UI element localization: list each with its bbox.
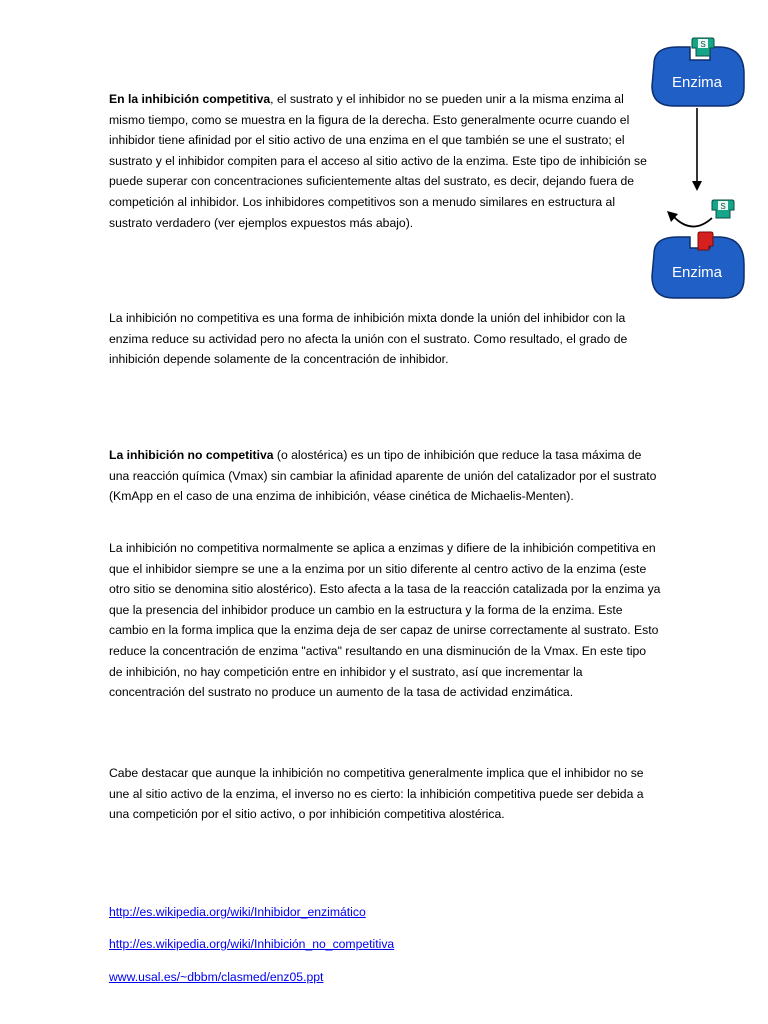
substrate-right: [712, 200, 734, 218]
paragraph-note: [109, 763, 661, 825]
enzyme-bottom-label: Enzima: [671, 264, 723, 281]
paragraph-noncompetitive-inhibition: [109, 445, 661, 507]
paragraph-mixed-inhibition: [109, 308, 661, 370]
enzyme-top-label: Enzima: [671, 74, 723, 91]
paragraph-competitive-inhibition: [109, 89, 661, 233]
down-arrow-icon: [692, 108, 702, 191]
bold-term: La inhibición no competitiva: [109, 448, 274, 462]
substrate-top-label: S: [700, 40, 706, 49]
paragraph-text: , el sustrato y el inhibidor no se pueden unir a la misma enzima al mismo tiempo, como se muestra en la figura de la derecha. Esto generalmente ocurre cuando el inhibidor tiene afinidad por el sitio activo de una enzima en el que también se une el sustrato; el sustrato y el inhibidor compiten para el acceso al sitio activo de la enzima. Este tipo de inhibición se puede superar con concentraciones suficientemente altas del sustrato, es decir, dejando fuera de competición al inhibidor. Los inhibidores competitivos son a menudo similares en estructura al sustrato verdadero (ver ejemplos expuestos más abajo).: [109, 92, 647, 230]
paragraph-text: (o alostérica) es un tipo de inhibición que reduce la tasa máxima de una reacción química (Vmax) sin cambiar la afinidad aparente de unión del catalizador por el sustrato (KmApp en el caso de una enzima de inhibición, véase cinética de Michaelis-Menten).: [109, 448, 657, 504]
link-wikipedia-no-competitiva[interactable]: http://es.wikipedia.org/wiki/Inhibición_no_competitiva: [109, 937, 395, 951]
paragraph-text: La inhibición no competitiva es una forma de inhibición mixta donde la unión del inhibidor con la enzima reduce su actividad pero no afecta la unión con el sustrato. Como resultado, el grado de inhibición depende solamente de la concentración de inhibidor.: [109, 311, 628, 367]
paragraph-text: Cabe destacar que aunque la inhibición no competitiva generalmente implica que el inhibidor no se une al sitio activo de la enzima, el inverso no es cierto: la inhibición competitiva puede ser debida a una competición por el sitio activo, o por inhibición competitiva alostérica.: [109, 766, 644, 822]
paragraph-noncompetitive-detail: [109, 538, 661, 703]
link-wikipedia-inhibidor[interactable]: http://es.wikipedia.org/wiki/Inhibidor_enzimático: [109, 905, 366, 919]
link-usal-ppt[interactable]: www.usal.es/~dbbm/clasmed/enz05.ppt: [109, 970, 324, 984]
bold-term: En la inhibición competitiva: [109, 92, 271, 106]
paragraph-text: La inhibición no competitiva normalmente se aplica a enzimas y difiere de la inhibición competitiva en que el inhibidor siempre se une a la enzima por un sitio diferente al centro activo de la enzima (este otro sitio se denomina sitio alostérico). Esto afecta a la tasa de la reacción catalizada por la enzima ya que la presencia del inhibidor produce un cambio en la estructura y la forma de la enzima. Este cambio en la forma implica que la enzima deja de ser capaz de unirse correctamente al sustrato. Esto reduce la concentración de enzima "activa" resultando en una disminución de la Vmax. En este tipo de inhibición, no hay competición entre en inhibidor y el sustrato, así que incrementar la concentración del sustrato no produce un aumento de la tasa de actividad enzimática.: [109, 541, 661, 700]
substrate-right-label: S: [720, 202, 726, 211]
curved-arrow-icon: [667, 211, 712, 227]
